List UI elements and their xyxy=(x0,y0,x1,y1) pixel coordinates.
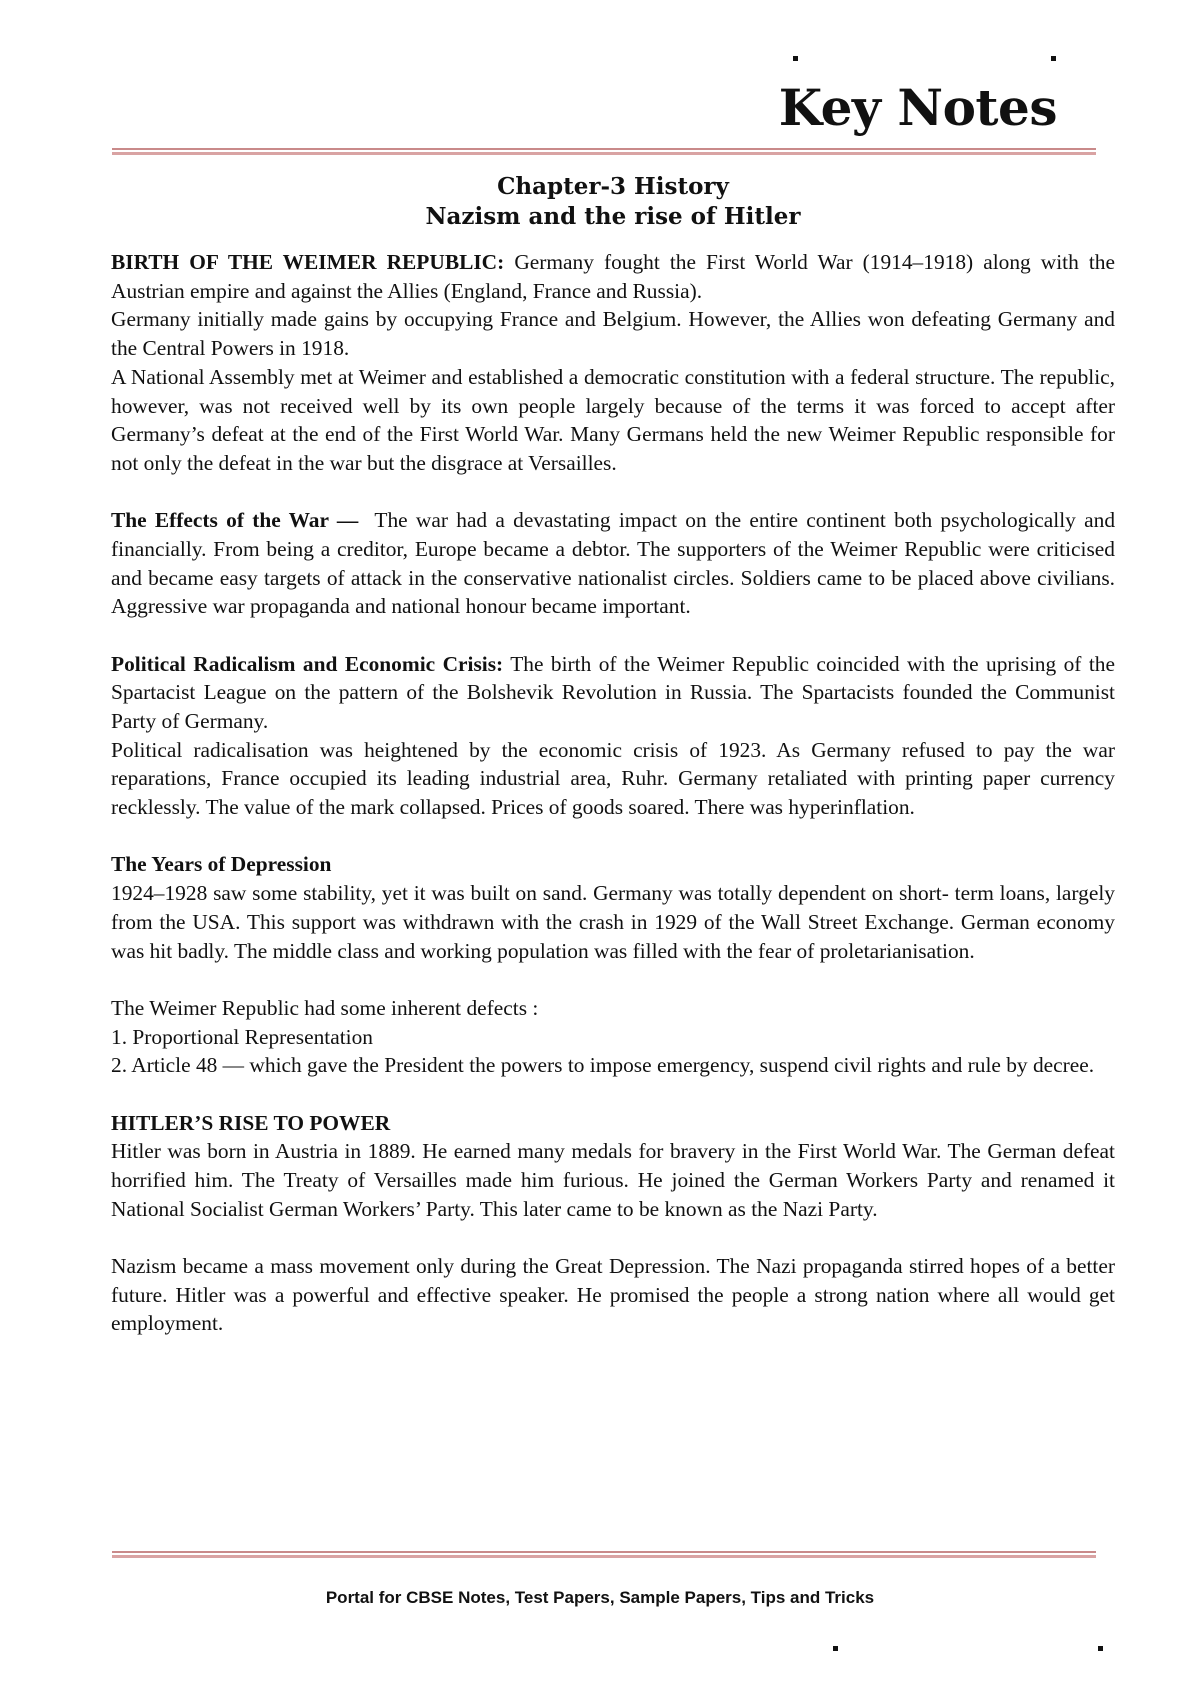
paragraph xyxy=(111,248,1115,305)
paragraph: Germany initially made gains by occupying France and Belgium. However, the Allies won defeating Germany and the Central Powers in 1918. xyxy=(111,307,1115,361)
paragraph-text: The war had a devastating impact on the entire continent both psychologically and financially. From being a creditor, Europe became a debtor. The supporters of the Weimer Republic were criticised and became easy targets of attack in the conservative nationalist circles. Soldiers came to be placed above civilians. Aggressive war propaganda and national honour became important. xyxy=(111,508,1116,619)
section-heading: HITLER’S RISE TO POWER xyxy=(111,1110,391,1135)
decorative-dot xyxy=(1098,1646,1103,1651)
chapter-subtitle: Nazism and the rise of Hitler xyxy=(425,203,801,230)
paragraph xyxy=(111,506,1115,621)
section-heading: The Effects of the War — xyxy=(111,508,359,533)
section-inherent-defects xyxy=(111,994,1115,1080)
paragraph: Hitler was born in Austria in 1889. He earned many medals for bravery in the First World War. The German defeat horrified him. The Treaty of Versailles made him furious. He joined the German Workers Party and renamed it National Socialist German Workers’ Party. This later came to be known as the Nazi Party. xyxy=(111,1139,1115,1221)
chapter-title xyxy=(111,172,1115,232)
footer-rule xyxy=(112,1551,1096,1558)
chapter-number: Chapter-3 History xyxy=(497,173,729,200)
decorative-dot xyxy=(793,56,798,61)
section-effects-war xyxy=(111,506,1115,621)
paragraph xyxy=(111,650,1115,736)
section-birth-weimer xyxy=(111,248,1115,478)
section-heading: Political Radicalism and Economic Crisis: xyxy=(111,651,504,676)
paragraph: Political radicalisation was heightened by the economic crisis of 1923. As Germany refused to pay the war reparations, France occupied its leading industrial area, Ruhr. Germany retaliated with printing paper currency recklessly. The value of the mark collapsed. Prices of goods soared. There was hyperinflation. xyxy=(111,737,1115,820)
paragraph: Nazism became a mass movement only during the Great Depression. The Nazi propaganda stirred hopes of a better future. Hitler was a powerful and effective speaker. He promised the people a strong nation where all would get employment. xyxy=(111,1253,1115,1336)
section-heading: BIRTH OF THE WEIMER REPUBLIC: xyxy=(111,250,505,274)
footer-text: Portal for CBSE Notes, Test Papers, Sample Papers, Tips and Tricks xyxy=(325,1588,875,1607)
main-content xyxy=(111,172,1115,1338)
decorative-dot xyxy=(1051,56,1056,61)
paragraph: A National Assembly met at Weimer and established a democratic constitution with a federal structure. The republic, however, was not received well by its own people largely because of the terms it was forced to accept after Germany’s defeat at the end of the First World War. Many Germans held the new Weimer Republic responsible for not only the defeat in the war but the disgrace at Versailles. xyxy=(111,364,1115,475)
section-heading: The Years of Depression xyxy=(111,852,332,877)
paragraph-text: The birth of the Weimer Republic coincided with the uprising of the Spartacist League on the pattern of the Bolshevik Revolution in Russia. The Spartacists founded the Communist Party of Germany. xyxy=(111,651,1115,734)
section-years-depression xyxy=(111,850,1115,965)
section-hitler-rise xyxy=(111,1109,1115,1224)
list-item: 2. Article 48 — which gave the President the powers to impose emergency, suspend civil rights and rule by decree. xyxy=(111,1053,1095,1078)
paragraph: The Weimer Republic had some inherent defects : xyxy=(111,995,539,1020)
decorative-dot xyxy=(833,1646,838,1651)
paragraph-text: Germany fought the First World War (1914–1918) along with the Austrian empire and against the Allies (England, France and Russia). xyxy=(111,250,1115,303)
paragraph: 1924–1928 saw some stability, yet it was built on sand. Germany was totally dependent on short- term loans, largely from the USA. This support was withdrawn with the crash in 1929 of the Wall Street Exchange. German economy was hit badly. The middle class and working population was filled with the fear of proletarianisation. xyxy=(111,881,1115,963)
section-nazism-movement xyxy=(111,1252,1115,1338)
header-rule xyxy=(112,148,1096,155)
page-title: Key Notes xyxy=(778,78,1057,137)
section-political-radicalism xyxy=(111,650,1115,822)
list-item: 1. Proportional Representation xyxy=(111,1024,373,1049)
